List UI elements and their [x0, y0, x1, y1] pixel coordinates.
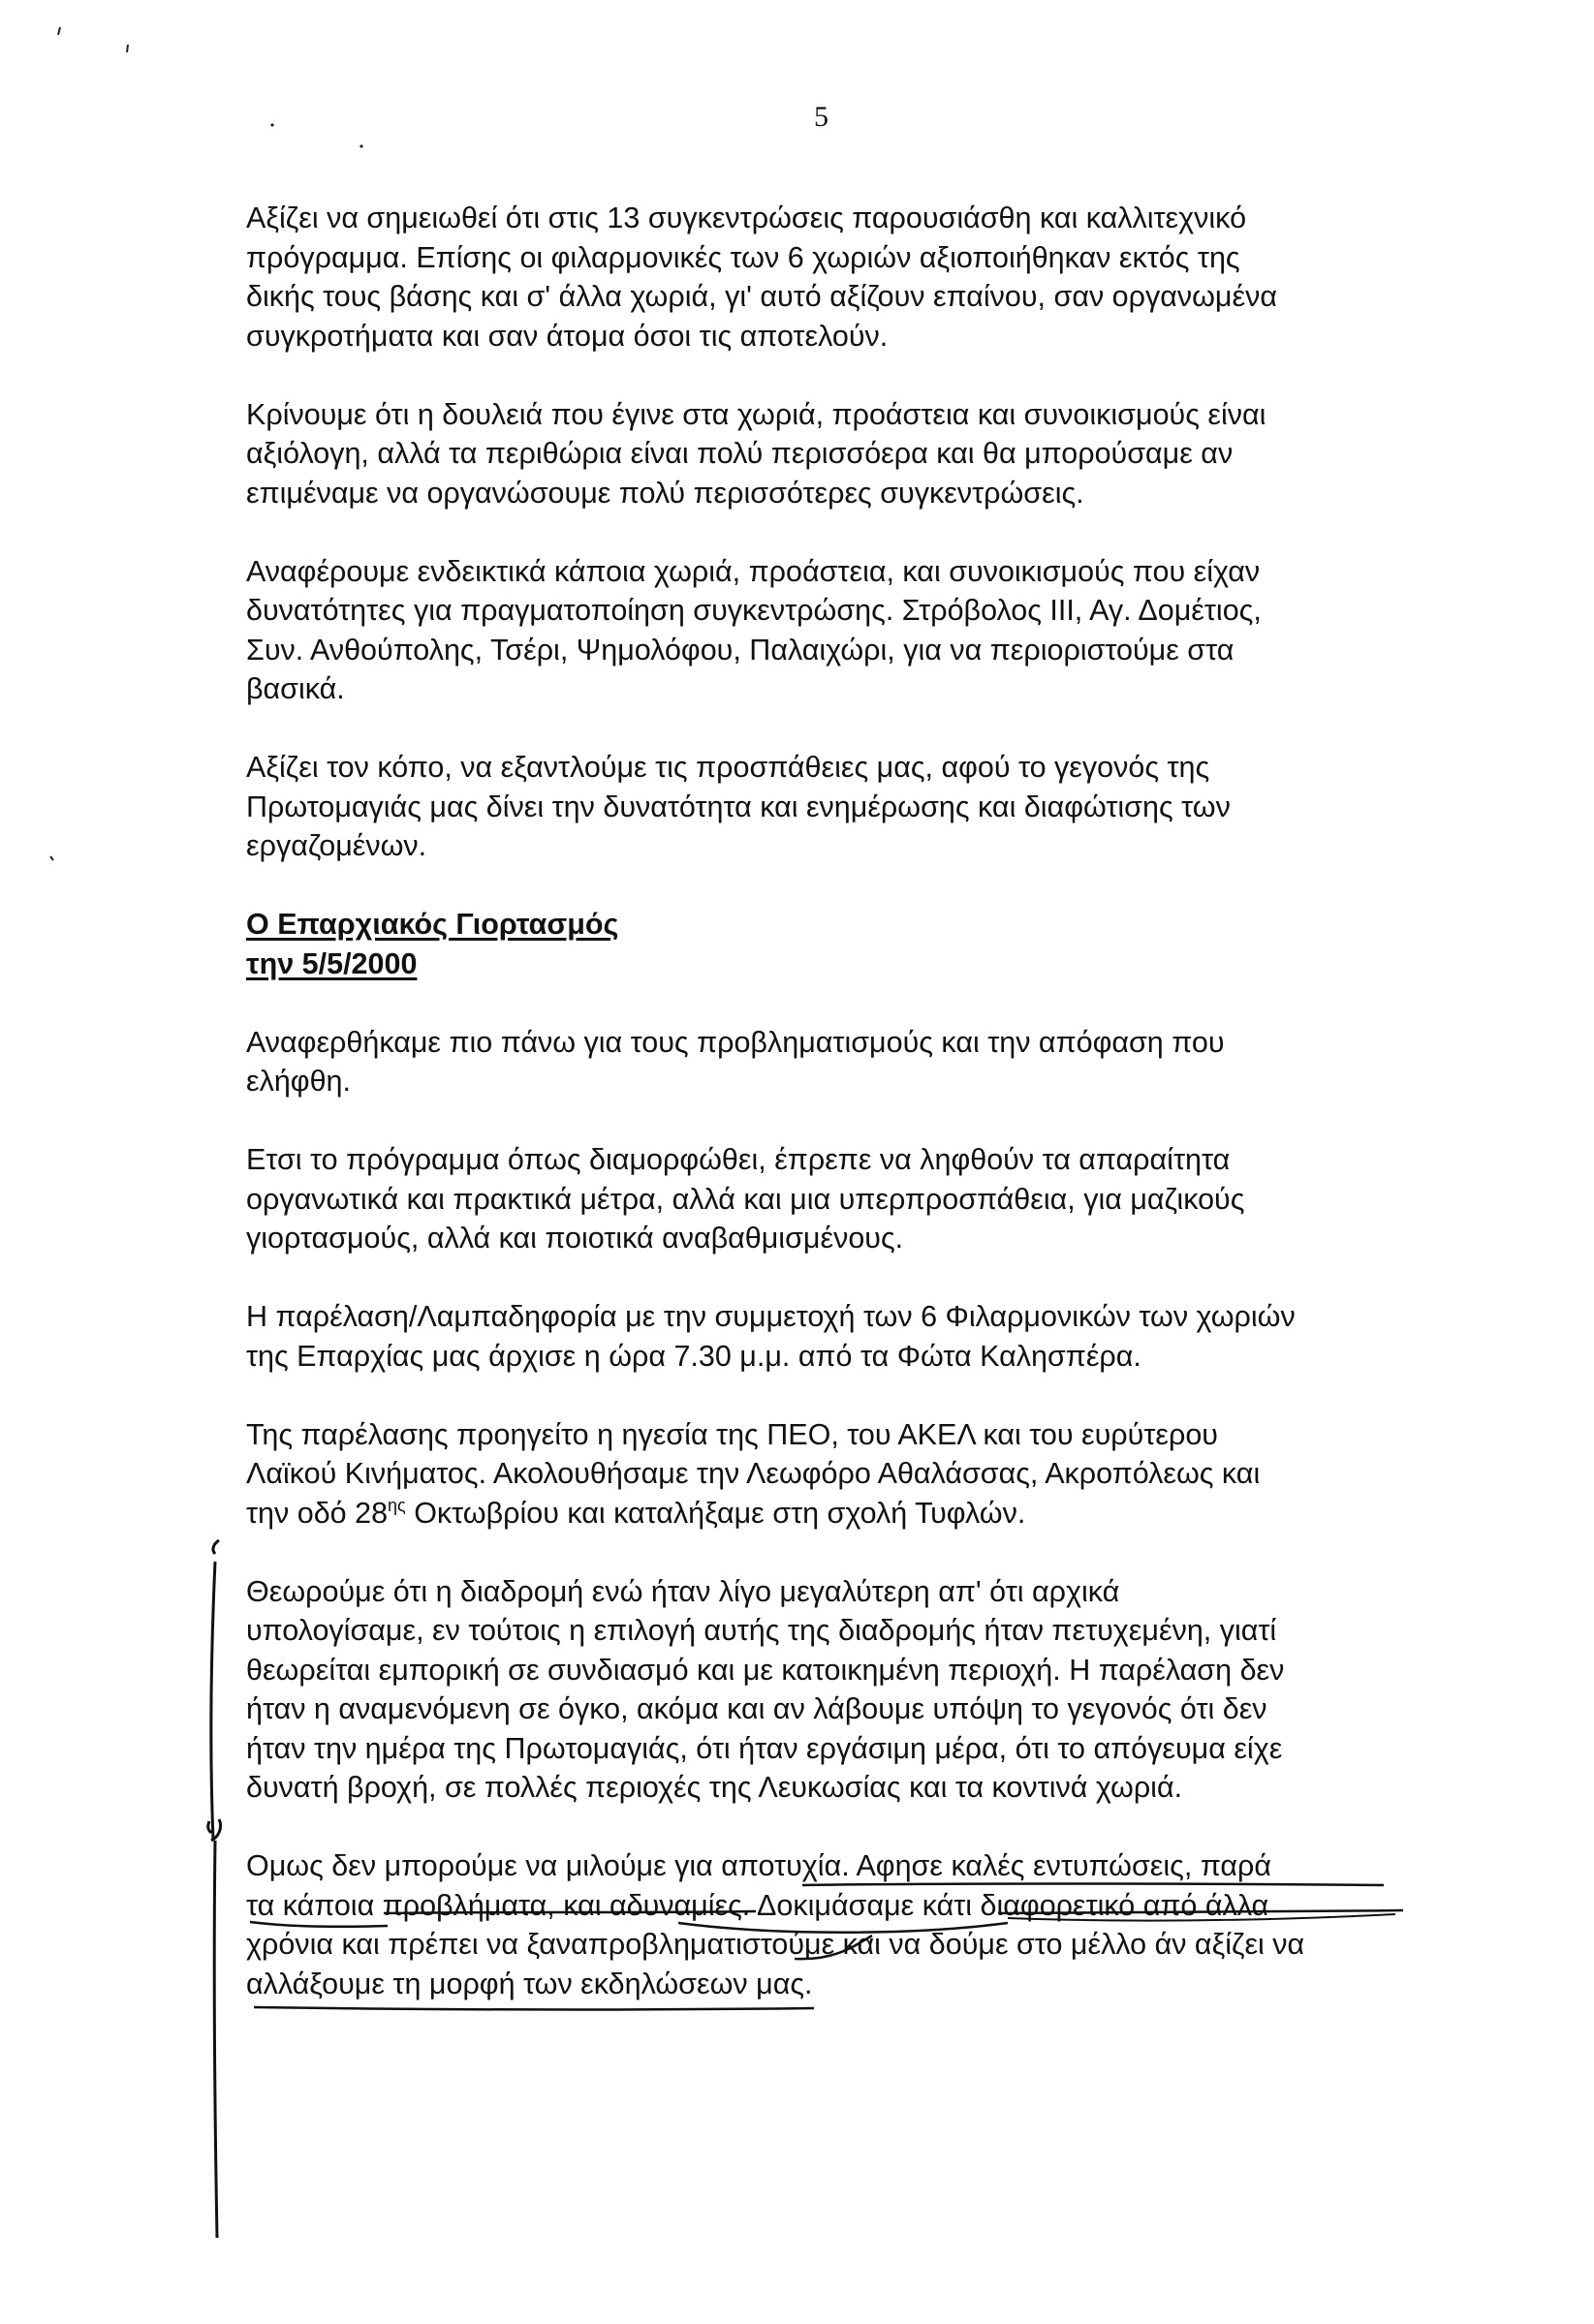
text-line: Λαϊκού Κινήματος. Ακολουθήσαμε την Λεωφόρο Αθαλάσσας, Ακροπόλεως και: [246, 1457, 1261, 1490]
text-line: θεωρείται εμπορική σε συνδιασμό και με κατοικημένη περιοχή. Η παρέλαση δεν: [246, 1653, 1285, 1687]
text-line: Αναφέρουμε ενδεικτικά κάποια χωριά, προάστεια, και συνοικισμούς που είχαν: [246, 554, 1261, 588]
text-line: βασικά.: [246, 672, 345, 705]
paragraph-7: [246, 1297, 1409, 1376]
scan-speck: [360, 145, 362, 147]
paragraph-10: [246, 1846, 1409, 2003]
scan-speck: [50, 856, 53, 860]
text-line: δυνατότητες για πραγματοποίηση συγκεντρώσης. Στρόβολος ΙΙΙ, Αγ. Δομέτιος,: [246, 594, 1262, 627]
text-line: οργανωτικά και πρακτικά μέτρα, αλλά και μια υπερπροσπάθεια, για μαζικούς: [246, 1182, 1245, 1216]
text-line: Πρωτομαγιάς μας δίνει την δυνατότητα και ενημέρωσης και διαφώτισης των: [246, 790, 1231, 823]
text-line: εργαζομένων.: [246, 829, 427, 862]
paragraph-8: [246, 1415, 1409, 1534]
text-fragment: Οκτωβρίου και καταλήξαμε στη σχολή Τυφλών.: [405, 1496, 1026, 1530]
text-line: πρόγραμμα. Επίσης οι φιλαρμονικές των 6 χωριών αξιοποιήθηκαν εκτός της: [246, 240, 1240, 274]
paragraph-3: [246, 552, 1409, 709]
text-line: δικής τους βάσης και σ' άλλα χωριά, γι' αυτό αξίζουν επαίνου, σαν οργανωμένα: [246, 280, 1277, 313]
scan-speck: [127, 45, 128, 52]
text-line: γιορτασμούς, αλλά και ποιοτικά αναβαθμισμένους.: [246, 1222, 904, 1255]
paragraph-9: [246, 1572, 1409, 1808]
text-line: τα κάποια προβλήματα, και αδυναμίες. Δοκιμάσαμε κάτι διαφορετικό από άλλα: [246, 1888, 1269, 1922]
text-line: Η παρέλαση/Λαμπαδηφορία με την συμμετοχή των 6 Φιλαρμονικών των χωριών: [246, 1300, 1296, 1333]
text-line: Αξίζει να σημειωθεί ότι στις 13 συγκεντρώσεις παρουσιάσθη και καλλιτεχνικό: [246, 201, 1247, 234]
text-line: αλλάξουμε τη μορφή των εκδηλώσεων μας.: [246, 1967, 813, 2000]
text-line: δυνατή βροχή, σε πολλές περιοχές της Λευκωσίας και τα κοντινά χωριά.: [246, 1771, 1183, 1804]
text-fragment: την οδό 28: [246, 1496, 389, 1530]
text-line: ελήφθη.: [246, 1065, 351, 1098]
scan-speck: [58, 27, 60, 35]
ordinal-superscript: ης: [388, 1495, 406, 1515]
section-date: την 5/5/2000: [246, 946, 418, 980]
text-line: Συν. Ανθούπολης, Τσέρι, Ψημολόφου, Παλαιχώρι, για να περιοριστούμε στα: [246, 633, 1235, 666]
text-line: Θεωρούμε ότι η διαδρομή ενώ ήταν λίγο μεγαλύτερη απ' ότι αρχικά: [246, 1574, 1120, 1608]
text-line: χρόνια και πρέπει να ξαναπροβληματιστούμε και να δούμε στο μέλλο άν αξίζει να: [246, 1928, 1305, 1961]
text-line: Κρίνουμε ότι η δουλειά που έγινε στα χωριά, προάστεια και συνοικισμούς είναι: [246, 397, 1266, 431]
text-line: Ομως δεν μπορούμε να μιλούμε για αποτυχία. Αφησε καλές εντυπώσεις, παρά: [246, 1849, 1272, 1882]
page-number: 5: [814, 101, 828, 133]
text-line: Ετσι το πρόγραμμα όπως διαμορφώθει, έπρεπε να ληφθούν τα απαραίτητα: [246, 1143, 1231, 1176]
section-title: Ο Επαρχιακός Γιορτασμός: [246, 908, 619, 941]
margin-bracket: [211, 1540, 219, 1841]
text-line: επιμέναμε να οργανώσουμε πολύ περισσότερες συγκεντρώσεις.: [246, 476, 1084, 510]
text-line: αξιόλογη, αλλά τα περιθώρια είναι πολύ περισσόερα και θα μπορούσαμε αν: [246, 437, 1234, 470]
text-line: Της παρέλασης προηγείτο η ηγεσία της ΠΕΟ, του ΑΚΕΛ και του ευρύτερου: [246, 1417, 1218, 1451]
document-body: [246, 199, 1409, 2043]
text-line: Αναφερθήκαμε πιο πάνω για τους προβληματισμούς και την απόφαση που: [246, 1025, 1225, 1059]
text-line: της Επαρχίας μας άρχισε η ώρα 7.30 μ.μ. από τα Φώτα Καλησπέρα.: [246, 1339, 1141, 1373]
paragraph-4: [246, 748, 1409, 866]
text-line: συγκροτήματα και σαν άτομα όσοι τις αποτελούν.: [246, 319, 889, 353]
text-line: ήταν την ημέρα της Πρωτομαγιάς, ότι ήταν εργάσιμη μέρα, ότι το απόγευμα είχε: [246, 1731, 1283, 1765]
paragraph-5: [246, 1023, 1409, 1101]
text-line: υπολογίσαμε, εν τούτοις η επιλογή αυτής της διαδρομής ήταν πετυχεμένη, γιατί: [246, 1614, 1277, 1647]
text-line: [246, 1494, 1409, 1534]
paragraph-2: [246, 395, 1409, 513]
paragraph-1: [246, 199, 1409, 356]
section-heading: [246, 905, 1409, 983]
margin-bracket: [208, 1819, 221, 2238]
text-line: Αξίζει τον κόπο, να εξαντλούμε τις προσπάθειες μας, αφού το γεγονός της: [246, 751, 1210, 784]
scan-speck: [271, 124, 273, 126]
text-line: ήταν η αναμενόμενη σε όγκο, ακόμα και αν λάβουμε υπόψη το γεγονός ότι δεν: [246, 1692, 1267, 1725]
paragraph-6: [246, 1140, 1409, 1258]
